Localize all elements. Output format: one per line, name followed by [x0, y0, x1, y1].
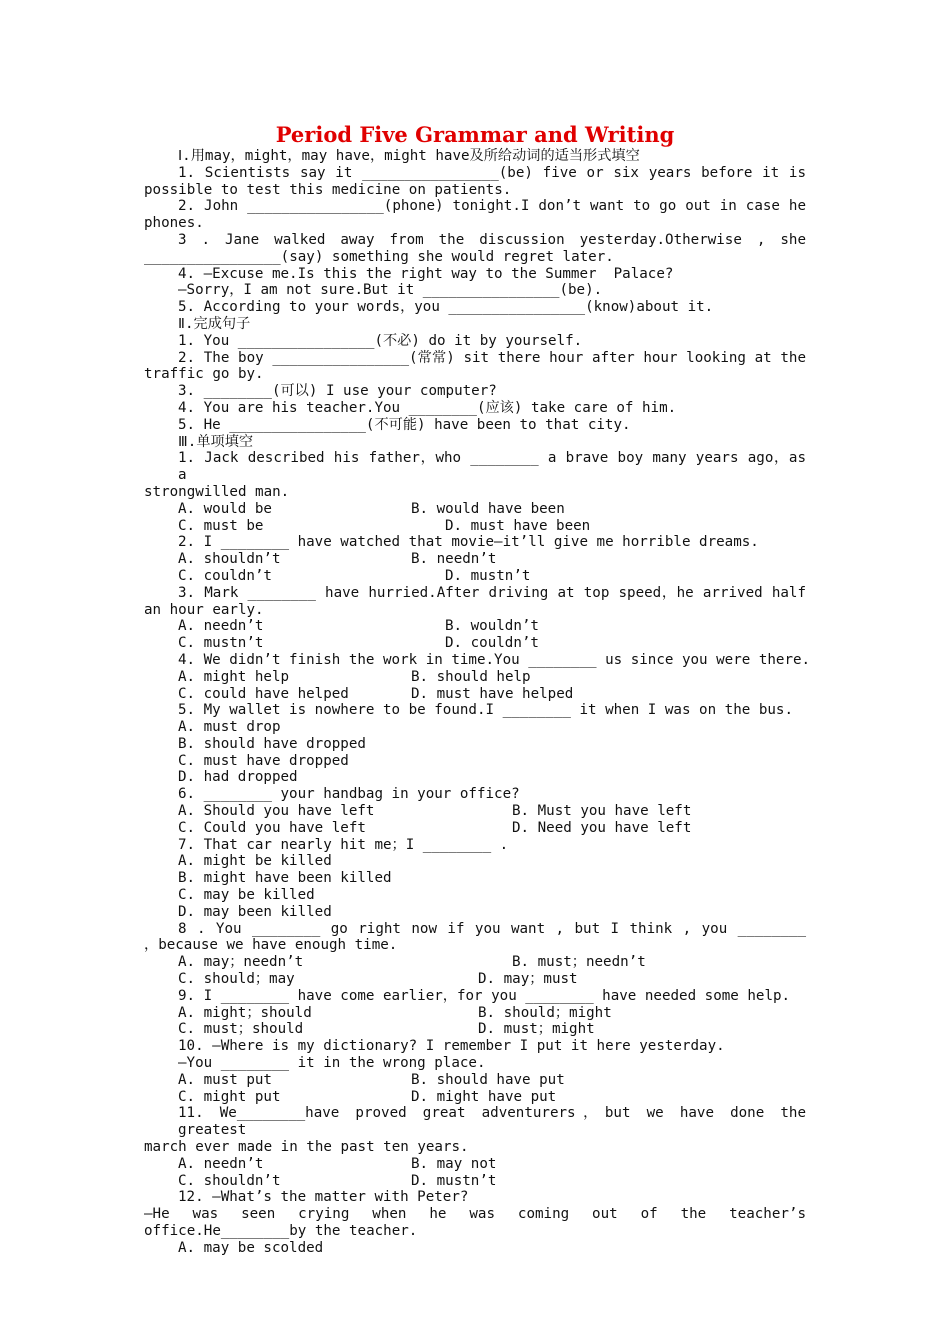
question-line: 10. —Where is my dictionary? I remember I put it here yesterday.: [178, 1038, 725, 1055]
question-line: 3. Mark ________ have hurried.After driving at top speed，he arrived half: [178, 584, 806, 601]
question-line: 4. You are his teacher.You ________(应该) take care of him.: [178, 399, 677, 416]
option-c: C. may be killed: [178, 887, 315, 904]
options-row: [144, 803, 806, 820]
option-d: D. mustn’t: [411, 1172, 497, 1189]
section-heading-3: Ⅲ.单项填空: [178, 433, 254, 450]
option-b: B. must；needn’t: [512, 954, 646, 971]
option-d: D. must have been: [445, 517, 591, 534]
option-b: B. should help: [411, 668, 531, 685]
option-d: D. must have helped: [411, 685, 574, 702]
question-line: march ever made in the past ten years.: [144, 1139, 469, 1156]
option-c: C. mustn’t: [178, 635, 264, 652]
option-d: D. must；might: [478, 1021, 595, 1038]
options-row: [144, 518, 806, 535]
question-line: ________________(say) something she would regret later.: [144, 248, 614, 265]
option-a: A. needn’t: [178, 1155, 264, 1172]
options-row: [144, 635, 806, 652]
question-line: strongwilled man.: [144, 483, 290, 500]
option-b: B. should；might: [478, 1004, 612, 1021]
option-a: A. must put: [178, 1071, 272, 1088]
option-d: D. Need you have left: [512, 819, 692, 836]
question-line: 5. He ________________(不可能) have been to that city.: [178, 416, 631, 433]
options-row: [144, 1089, 806, 1106]
option-d: D. may；must: [478, 971, 578, 988]
section-heading-2: Ⅱ.完成句子: [178, 315, 251, 332]
question-line: 4. We didn’t finish the work in time.You ________ us since you were there.: [178, 651, 811, 668]
question-line: 8 . You ________ go right now if you want , but I think , you ________: [178, 920, 806, 937]
question-line: 5. My wallet is nowhere to be found.I ________ it when I was on the bus.: [178, 702, 793, 719]
question-line: 1. You ________________(不必) do it by yourself.: [178, 332, 583, 349]
question-line: 2. I ________ have watched that movie—it’ll give me horrible dreams.: [178, 534, 759, 551]
options-row: [144, 1021, 806, 1038]
options-row: [144, 669, 806, 686]
question-line: 4. —Excuse me.Is this the right way to the Summer Palace?: [178, 265, 674, 282]
option-d: D. couldn’t: [445, 635, 539, 652]
section-heading-1: Ⅰ.用may，might，may have，might have及所给动词的适当形式填空: [178, 148, 640, 164]
option-a: A. needn’t: [178, 618, 264, 635]
question-line: an hour early.: [144, 601, 264, 618]
options-row: [144, 618, 806, 635]
option-d: D. mustn’t: [445, 567, 531, 584]
options-row: [144, 501, 806, 518]
question-line: 2. John ________________(phone) tonight.I don’t want to go out in case he: [178, 198, 806, 215]
option-b: B. Must you have left: [512, 803, 692, 820]
option-d: D. may been killed: [178, 903, 332, 920]
worksheet-page: [144, 122, 811, 1257]
question-line: 12. —What’s the matter with Peter?: [178, 1189, 469, 1206]
question-line: 2. The boy ________________(常常) sit there hour after hour looking at the: [178, 349, 806, 366]
options-row: [144, 820, 806, 837]
option-c: C. must be: [178, 517, 264, 534]
question-line: 5. According to your words，you ________________(know)about it.: [178, 299, 714, 316]
option-d: D. had dropped: [178, 769, 298, 786]
option-b: B. should have dropped: [178, 735, 366, 752]
question-line: 1. Scientists say it ________________(be) five or six years before it is: [178, 164, 806, 181]
option-b: B. may not: [411, 1155, 497, 1172]
option-a: A. would be: [178, 500, 272, 517]
question-line: 6. ________ your handbag in your office?: [178, 786, 520, 803]
question-line: —You ________ it in the wrong place.: [178, 1055, 486, 1072]
option-c: C. Could you have left: [178, 819, 366, 836]
question-line: traffic go by.: [144, 366, 264, 383]
option-b: B. needn’t: [411, 551, 497, 568]
options-row: [144, 971, 806, 988]
question-line: 11. We________have proved great adventurers，but we have done the greatest: [178, 1105, 806, 1139]
option-b: B. might have been killed: [178, 870, 392, 887]
question-line: 1. Jack described his father，who ________ a brave boy many years ago，as a: [178, 450, 806, 484]
option-d: D. might have put: [411, 1088, 557, 1105]
option-a: A. may；needn’t: [178, 954, 304, 971]
option-c: C. might put: [178, 1088, 281, 1105]
option-b: B. should have put: [411, 1071, 565, 1088]
options-row: [144, 1072, 806, 1089]
option-a: A. may be scolded: [178, 1239, 324, 1256]
question-line: 9. I ________ have come earlier，for you ________ have needed some help.: [178, 987, 791, 1004]
option-b: B. wouldn’t: [445, 618, 539, 635]
question-line: ，because we have enough time.: [144, 937, 398, 954]
question-line: —He was seen crying when he was coming out of the teacher’s: [144, 1206, 806, 1223]
option-c: C. shouldn’t: [178, 1172, 281, 1189]
option-a: A. might；should: [178, 1004, 312, 1021]
options-row: [144, 686, 806, 703]
question-line: office.He________by the teacher.: [144, 1223, 418, 1239]
option-a: A. Should you have left: [178, 803, 375, 820]
options-row: [144, 568, 806, 585]
option-a: A. might be killed: [178, 853, 332, 870]
option-c: C. must have dropped: [178, 752, 349, 769]
option-a: A. must drop: [178, 719, 281, 736]
option-a: A. shouldn’t: [178, 551, 281, 568]
question-line: 3. ________(可以) I use your computer?: [178, 383, 497, 400]
options-row: [144, 954, 806, 971]
option-b: B. would have been: [411, 500, 565, 517]
options-row: [144, 1173, 806, 1190]
option-c: C. couldn’t: [178, 567, 272, 584]
option-c: C. could have helped: [178, 685, 349, 702]
option-c: C. must；should: [178, 1021, 304, 1038]
page-title: Period Five Grammar and Writing: [275, 122, 675, 147]
option-c: C. should；may: [178, 971, 295, 988]
question-line: phones.: [144, 215, 204, 232]
question-line: —Sorry，I am not sure.But it ________________(be).: [178, 282, 603, 299]
question-line: 3 . Jane walked away from the discussion yesterday.Otherwise , she: [178, 231, 806, 248]
options-row: [144, 1005, 806, 1022]
question-line: 7. That car nearly hit me；I ________ .: [178, 836, 509, 853]
option-a: A. might help: [178, 668, 290, 685]
options-row: [144, 1156, 806, 1173]
question-line: possible to test this medicine on patients.: [144, 181, 512, 198]
options-row: [144, 551, 806, 568]
